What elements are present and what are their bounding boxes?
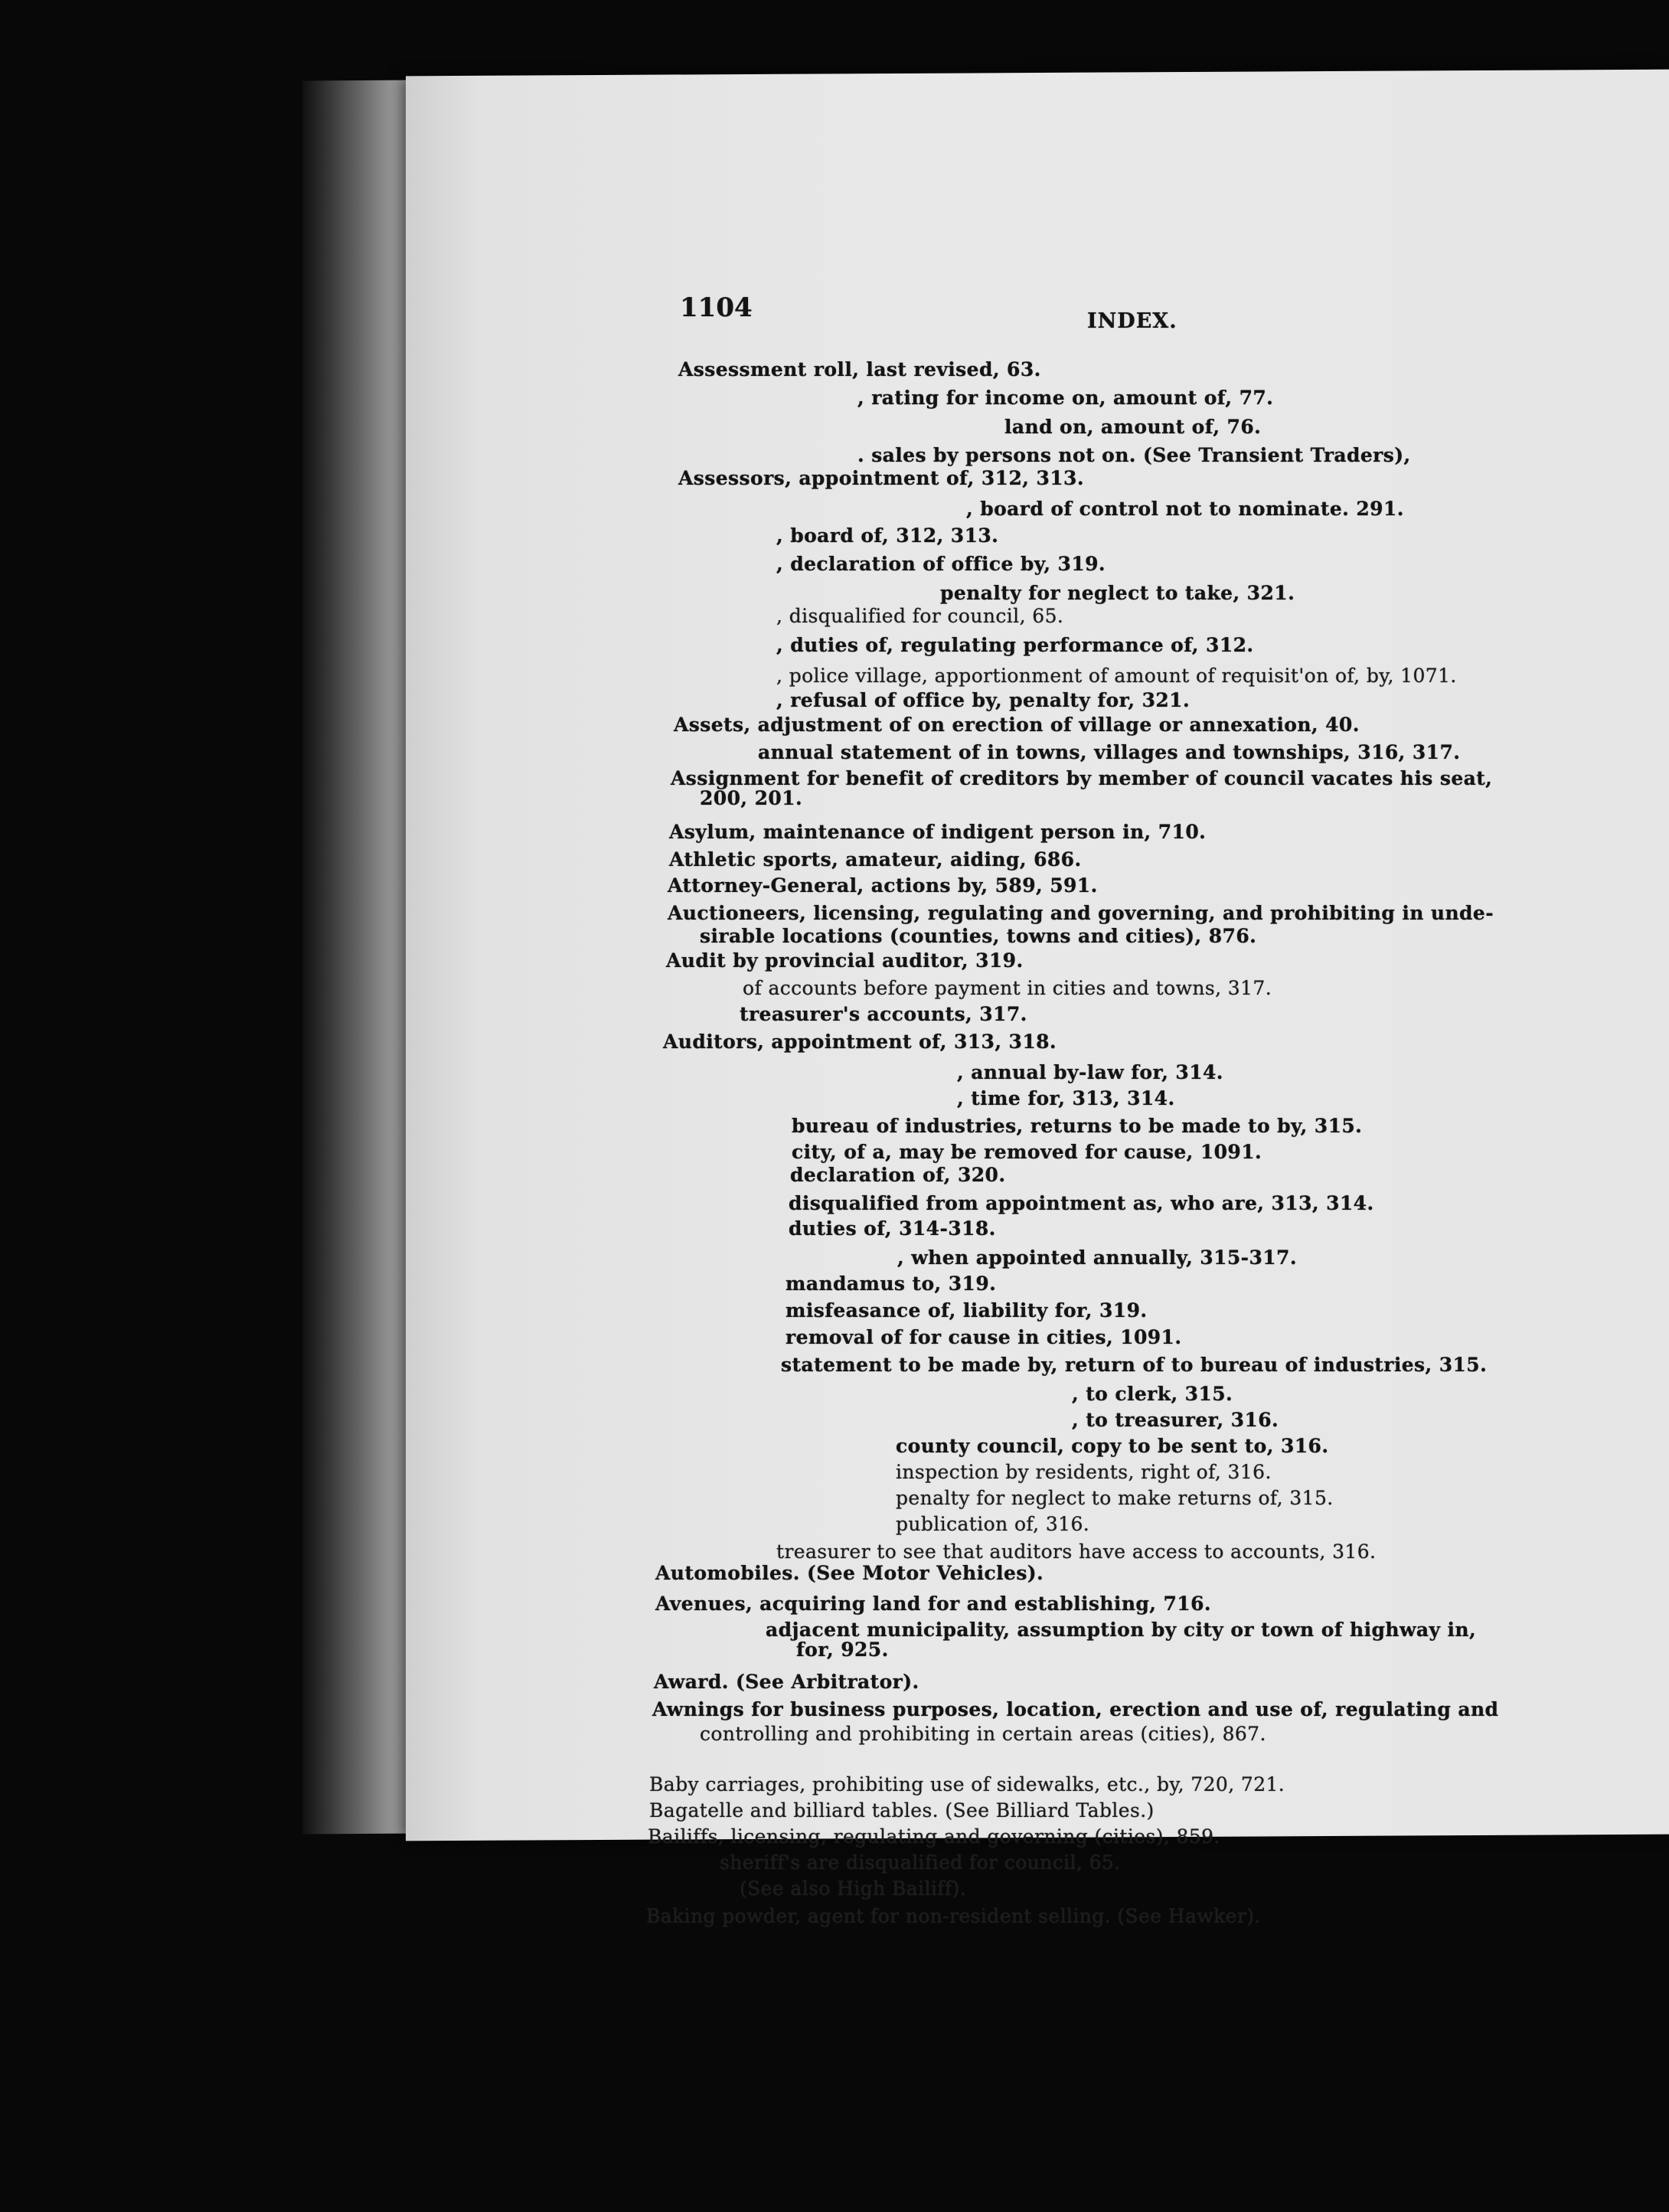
index-subentry: city, of a, may be removed for cause, 1091. (792, 1141, 1262, 1163)
index-subentry: statement to be made by, return of to bureau of industries, 315. (781, 1354, 1488, 1376)
index-subentry: , when appointed annually, 315-317. (897, 1246, 1297, 1269)
index-subentry: , disqualified for council, 65. (776, 605, 1064, 627)
index-subentry: bureau of industries, returns to be made to by, 315. (792, 1115, 1363, 1137)
index-subentry: , duties of, regulating performance of, 312. (776, 634, 1254, 656)
index-subentry: (See also High Bailiff). (740, 1877, 967, 1900)
index-subentry: , annual by-law for, 314. (957, 1061, 1223, 1083)
index-subentry: removal of for cause in cities, 1091. (786, 1326, 1182, 1348)
index-entry-continuation: for, 925. (796, 1639, 889, 1661)
index-subentry: . sales by persons not on. (See Transient Traders), (857, 444, 1411, 466)
index-subentry: , to treasurer, 316. (1072, 1409, 1279, 1431)
index-subentry: duties of, 314-318. (789, 1217, 996, 1240)
index-entry: Attorney-General, actions by, 589, 591. (668, 874, 1098, 897)
index-entry: Baking powder, agent for non-resident selling. (See Hawker). (646, 1905, 1261, 1927)
index-subentry: , to clerk, 315. (1072, 1383, 1233, 1405)
index-entry: Baby carriages, prohibiting use of sidewalks, etc., by, 720, 721. (649, 1773, 1285, 1795)
index-entry-continuation: 200, 201. (700, 787, 803, 809)
index-entry: Auctioneers, licensing, regulating and governing, and prohibiting in unde- (668, 902, 1494, 924)
index-subentry: sheriff's are disqualified for council, 65. (720, 1851, 1121, 1874)
index-entry-continuation: controlling and prohibiting in certain areas (cities), 867. (700, 1723, 1266, 1745)
index-subentry: publication of, 316. (896, 1513, 1090, 1535)
index-subentry: treasurer to see that auditors have access to accounts, 316. (776, 1541, 1377, 1563)
index-subentry: , police village, apportionment of amount of requisit'on of, by, 1071. (776, 665, 1457, 687)
index-subentry: , board of control not to nominate. 291. (966, 498, 1404, 520)
index-subentry: inspection by residents, right of, 316. (896, 1461, 1272, 1483)
index-subentry: county council, copy to be sent to, 316. (896, 1435, 1329, 1457)
index-subentry: treasurer's accounts, 317. (740, 1003, 1027, 1025)
index-subentry: , refusal of office by, penalty for, 321. (776, 689, 1191, 711)
index-entry: Assessment roll, last revised, 63. (678, 358, 1041, 381)
page-title: INDEX. (1087, 309, 1177, 333)
index-subentry: adjacent municipality, assumption by city or town of highway in, (766, 1619, 1477, 1641)
index-subentry: of accounts before payment in cities and towns, 317. (743, 977, 1272, 999)
index-subentry: penalty for neglect to take, 321. (940, 582, 1295, 604)
index-subentry: , rating for income on, amount of, 77. (857, 387, 1274, 409)
index-subentry: disqualified from appointment as, who are, 313, 314. (789, 1192, 1374, 1214)
index-entry: Avenues, acquiring land for and establishing, 716. (655, 1593, 1211, 1615)
index-entry: Award. (See Arbitrator). (654, 1671, 919, 1693)
index-entry: Automobiles. (See Motor Vehicles). (655, 1562, 1044, 1584)
index-subentry: mandamus to, 319. (786, 1273, 997, 1295)
index-subentry: , declaration of office by, 319. (776, 553, 1106, 575)
index-entry: Audit by provincial auditor, 319. (666, 949, 1024, 972)
book-page-edges (302, 80, 417, 1834)
index-entry: Auditors, appointment of, 313, 318. (663, 1031, 1057, 1053)
index-entry: Asylum, maintenance of indigent person in, 710. (669, 821, 1207, 843)
index-subentry: misfeasance of, liability for, 319. (786, 1299, 1148, 1322)
index-entry: Assessors, appointment of, 312, 313. (678, 467, 1084, 489)
index-entry: Assets, adjustment of on erection of village or annexation, 40. (674, 714, 1360, 736)
index-entry: Athletic sports, amateur, aiding, 686. (669, 848, 1082, 871)
index-subentry: land on, amount of, 76. (1004, 416, 1262, 438)
index-subentry: penalty for neglect to make returns of, 315. (896, 1487, 1334, 1509)
index-entry: Bailiffs, licensing, regulating and governing (cities), 859. (648, 1825, 1220, 1848)
index-entry-continuation: sirable locations (counties, towns and cities), 876. (700, 925, 1257, 947)
index-entry: Assignment for benefit of creditors by member of council vacates his seat, (671, 767, 1493, 789)
index-entry: Awnings for business purposes, location, erection and use of, regulating and (652, 1698, 1499, 1720)
index-subentry: declaration of, 320. (790, 1164, 1006, 1186)
index-entry: Bagatelle and billiard tables. (See Billiard Tables.) (649, 1799, 1155, 1822)
index-subentry: , time for, 313, 314. (957, 1087, 1175, 1109)
page-number: 1104 (680, 292, 753, 323)
index-subentry: , board of, 312, 313. (776, 524, 999, 547)
index-subentry: annual statement of in towns, villages and townships, 316, 317. (758, 741, 1461, 763)
